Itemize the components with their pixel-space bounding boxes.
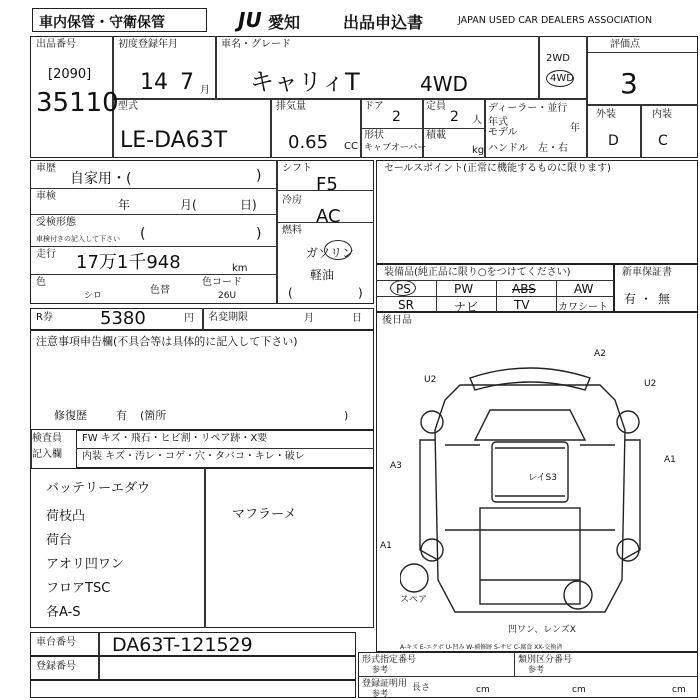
association-name: JAPAN USED CAR DEALERS ASSOCIATION <box>458 15 653 26</box>
equipment-aw: AW <box>574 282 594 296</box>
logo-text: 愛知 <box>268 13 301 32</box>
spare-label: スペア <box>400 595 428 605</box>
color-code-label: 色コード <box>202 277 242 288</box>
handle-label: ハンドル <box>488 143 528 154</box>
lot-label: 出品番号 <box>36 39 76 50</box>
color-value: シロ <box>84 291 103 301</box>
shape-label: 形状 <box>364 130 384 141</box>
cert-length: 長さ <box>412 683 431 693</box>
cert-ref: 参考 <box>372 689 388 698</box>
cert-cm-3: cm <box>672 685 686 695</box>
model-label: 型式 <box>118 101 138 112</box>
inspector-label-1: 検査員 <box>32 433 62 444</box>
ju-logo: JU <box>238 8 262 32</box>
displacement-value: 0.65 <box>288 132 329 153</box>
interior-label: 内装 <box>652 109 672 120</box>
equipment-sr: SR <box>398 298 414 312</box>
mileage-unit: km <box>232 263 248 274</box>
remark-1: バッテリーエダウ <box>46 481 151 496</box>
doors-label: ドア <box>364 101 384 112</box>
car-damage-diagram <box>400 350 660 640</box>
storage-title-box <box>32 8 207 32</box>
equipment-abs: ABS <box>512 282 536 296</box>
fuel-label: 燃料 <box>282 225 302 236</box>
reg-number-row <box>30 656 356 680</box>
registration-label: 初度登録年月 <box>118 39 178 50</box>
history-close: ) <box>256 168 262 184</box>
mileage-label: 走行 <box>36 249 56 260</box>
doors-value: 2 <box>392 109 401 125</box>
recycle-label: R券 <box>36 312 53 323</box>
recycle-value: 5380 <box>100 308 146 329</box>
damage-mark-a1-left: A1 <box>380 541 392 551</box>
cert-cm-1: cm <box>476 685 490 695</box>
remark-6: 各A-S <box>46 605 81 620</box>
displacement-label: 排気量 <box>276 101 306 112</box>
exterior-value: D <box>608 133 619 149</box>
history-label: 車歴 <box>36 163 56 174</box>
inspector-label-2: 記入欄 <box>32 449 62 460</box>
damage-mark-u2-right: U2 <box>644 379 657 389</box>
cooling-label: 冷房 <box>282 195 302 206</box>
grade-value: 3 <box>620 67 638 100</box>
registration-year: 14 <box>140 70 168 95</box>
registration-month: 7 <box>180 70 194 95</box>
lot-number: 35110 <box>36 88 119 118</box>
chassis-value: DA63T-121529 <box>112 634 253 656</box>
repair-value: 有 <box>116 409 127 422</box>
damage-legend: A-キズ E-エクボ U-凹み W-補修跡 S-サビ C-腐食 XX-交換済 <box>400 644 563 651</box>
cert-cm-2: cm <box>572 685 586 695</box>
bottom-note: 凹ワン、レンズX <box>508 625 576 635</box>
remark-4: アオリ凹ワン <box>46 557 124 572</box>
drive-2wd-option: 2WD <box>546 53 570 64</box>
name-change-month: 月 <box>304 313 314 324</box>
remark-muffler: マフラーメ <box>232 507 297 522</box>
car-name-label: 車名・グレード <box>221 39 291 50</box>
capacity-label: 定員 <box>426 101 446 112</box>
car-name-value: キャリィT <box>250 68 360 96</box>
damage-mark-s3: レイS3 <box>528 473 557 483</box>
type-designation-ref: 参考 <box>372 665 388 674</box>
equipment-ps-circle <box>390 280 416 296</box>
repair-place: (箇所 <box>140 409 167 422</box>
remark-5: フロアTSC <box>46 581 111 596</box>
inspector-fw-row: FW キズ・飛石・ヒビ割・リペア跡・X要 <box>82 433 268 444</box>
dealer-label: ディーラー・並行 <box>488 103 568 114</box>
inspection-day: 日) <box>240 198 257 212</box>
damage-mark-a3: A3 <box>390 461 402 471</box>
handle-options: 左・右 <box>538 143 568 154</box>
cert-label: 登録証明用 <box>362 679 408 689</box>
damage-mark-a1-right: A1 <box>664 455 676 465</box>
fuel-gasoline: ガソリン <box>306 246 355 260</box>
grade-label: 評価点 <box>610 39 640 50</box>
month-unit: 月 <box>200 85 210 96</box>
warranty-label: 新車保証書 <box>622 267 672 278</box>
name-change-label: 名変期限 <box>208 312 248 323</box>
model-year-unit: 年 <box>570 123 580 134</box>
received-open: ( <box>140 226 146 242</box>
equipment-leather: カワシート <box>558 302 608 313</box>
after-day-label: 後日品 <box>382 315 412 326</box>
equipment-navi: ナビ <box>454 300 479 314</box>
interior-value: C <box>658 133 668 149</box>
chassis-label: 車台番号 <box>36 637 76 648</box>
color-label: 色 <box>36 277 46 288</box>
color-code-value: 26U <box>218 291 237 301</box>
shape-value: キャブオーバー <box>364 143 427 153</box>
model-value: LE-DA63T <box>120 128 228 153</box>
lot-sub-number: [2090] <box>48 67 92 82</box>
recycle-unit: 円 <box>184 313 194 324</box>
name-change-day: 日 <box>352 313 362 324</box>
category-label: 類別区分番号 <box>518 655 573 665</box>
received-close: ) <box>256 226 262 242</box>
repair-label: 修復歴 <box>54 409 87 422</box>
type-designation-label: 形式指定番号 <box>362 655 417 665</box>
inspection-year: 年 <box>118 198 131 212</box>
color-change-label: 色替 <box>150 285 170 296</box>
cooling-value: AC <box>316 206 341 227</box>
mileage-value: 17万1千948 <box>76 252 181 273</box>
capacity-value: 2 <box>450 109 459 125</box>
received-label: 受検形態 <box>36 217 76 228</box>
damage-mark-u2-left: U2 <box>424 375 437 385</box>
received-sublabel: 車検付きの記入して下さい <box>36 235 120 243</box>
repair-close: ) <box>344 409 349 422</box>
remark-2: 荷枝凸 <box>46 509 86 524</box>
sales-point-label: セールスポイント(正常に機能するものに限ります) <box>384 163 611 174</box>
inspector-interior-row: 内装 キズ・汚レ・コゲ・穴・タバコ・キレ・破レ <box>82 451 305 462</box>
damage-mark-a2: A2 <box>594 349 606 359</box>
fuel-open: ( <box>288 286 293 300</box>
form-header <box>238 8 698 32</box>
form-title: 出品申込書 <box>343 13 424 32</box>
exterior-label: 外装 <box>596 109 616 120</box>
history-value: 自家用・( <box>70 171 132 187</box>
inspection-label: 車検 <box>36 191 56 202</box>
model-label-2: モデル <box>488 127 518 138</box>
drive-4wd-circle <box>546 70 574 87</box>
sales-point-box <box>376 160 698 264</box>
cert-row <box>30 680 356 698</box>
equipment-pw: PW <box>454 282 474 296</box>
shift-value: F5 <box>316 174 338 195</box>
shift-label: シフト <box>282 163 312 174</box>
equipment-label: 装備品(純正品に限り○をつけてください) <box>384 267 571 278</box>
drive-4wd-option: 4WD <box>550 73 574 84</box>
fuel-close: ) <box>358 286 363 300</box>
fuel-diesel: 軽油 <box>310 268 335 282</box>
equipment-tv: TV <box>514 298 530 312</box>
warranty-no: 無 <box>658 292 671 306</box>
notes-label: 注意事項申告欄(不具合等は具体的に記入して下さい) <box>36 335 298 348</box>
remark-3: 荷台 <box>46 533 73 548</box>
storage-title: 車内保管・守衛保管 <box>39 15 165 31</box>
load-unit: kg <box>472 145 485 156</box>
category-ref: 参考 <box>528 665 544 674</box>
load-label: 積載 <box>426 130 446 141</box>
drive-value: 4WD <box>420 72 468 96</box>
equipment-ps: PS <box>396 282 411 296</box>
displacement-unit: CC <box>344 141 358 152</box>
capacity-unit: 人 <box>472 115 482 126</box>
warranty-yes: 有 <box>624 292 637 306</box>
model-year-label: 年式 <box>488 117 508 128</box>
reg-number-label: 登録番号 <box>36 661 76 672</box>
fuel-gasoline-circle <box>324 240 352 260</box>
inspection-month: 月( <box>180 198 197 212</box>
